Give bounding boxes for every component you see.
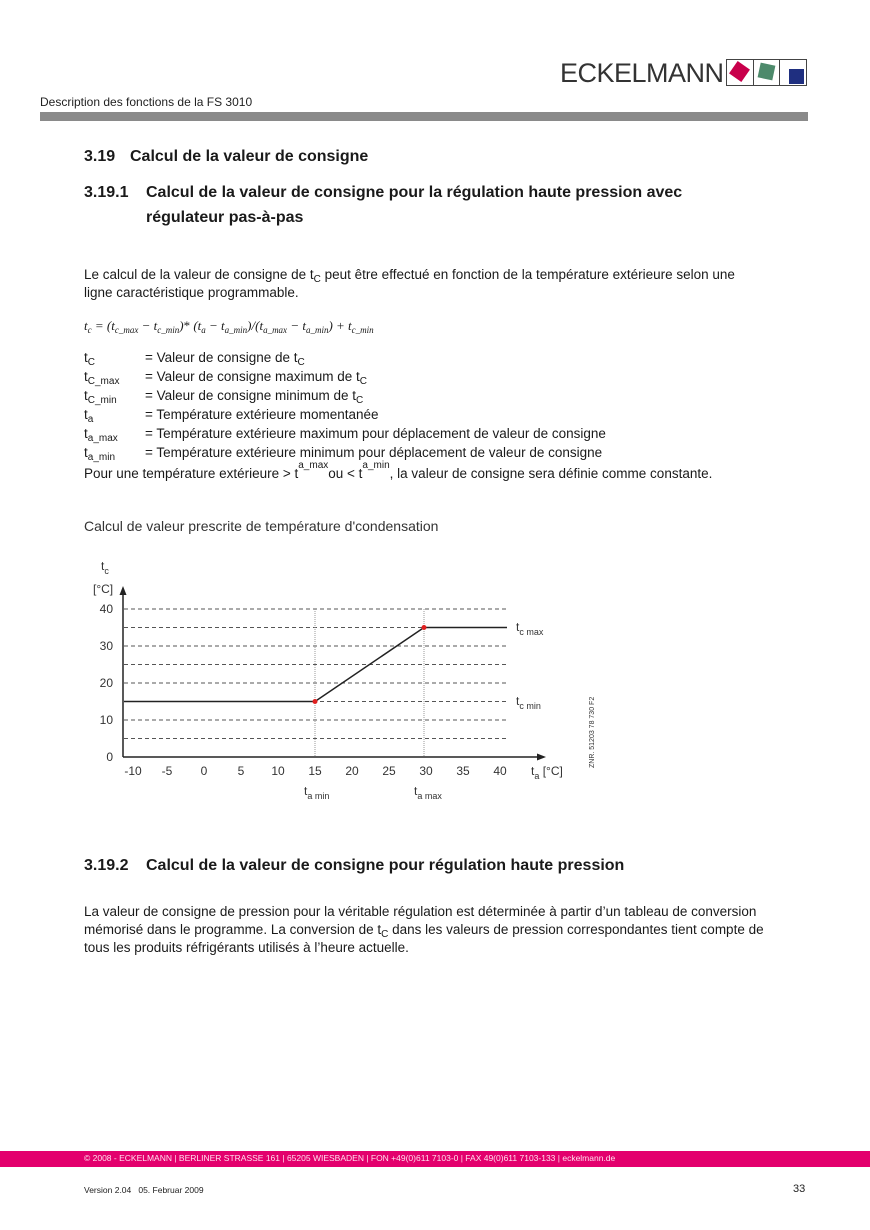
ta-max-marker — [422, 625, 427, 630]
document-subtitle: Description des fonctions de la FS 3010 — [40, 95, 253, 109]
header-divider — [40, 112, 808, 121]
y-axis-arrow-icon — [120, 586, 127, 595]
paragraph-line: mémorisé dans le programme. La conversion de $t_C$ dans les valeurs de pression correspondantes tient compte de — [84, 922, 764, 940]
x-axis-title: $t_a$ [°C] — [531, 764, 563, 781]
svg-text:25: 25 — [382, 764, 396, 778]
setpoint-chart — [0, 550, 620, 800]
svg-text:tc min: $t_{c min}$ — [516, 694, 541, 711]
svg-text:10: 10 — [99, 713, 113, 727]
svg-text:40: 40 — [99, 602, 113, 616]
definition-row: $t_a$ = Température extérieure momentanée — [84, 407, 379, 425]
svg-text:ta min: $t_{a min}$ — [304, 784, 330, 800]
svg-text:-5: -5 — [161, 764, 173, 778]
ta-min-marker — [313, 699, 318, 704]
version-info: Version 2.04 05. Februar 2009 — [84, 1185, 204, 1195]
paragraph-line: La valeur de consigne de pression pour la véritable régulation est déterminée à partir d’un tableau de conversion — [84, 904, 757, 919]
definition-list — [84, 350, 712, 485]
definition-row: $t_{a\_min}$ = Température extérieure minimum pour déplacement de valeur de consigne — [84, 445, 603, 463]
svg-text:ta max: $t_{a max}$ — [414, 784, 442, 800]
setpoint-formula: $t_c = (t_{c\_max} - t_{c\_min})*$ $(t_a - t_{a\_min})/(t_{a\_max} - t_{a\_min}) + t_{c\_min}$ — [84, 318, 374, 335]
page-number: 33 — [793, 1183, 806, 1195]
subsection-1-number: 3.19.1 — [84, 184, 129, 201]
subsection-2-heading — [84, 853, 624, 878]
svg-text:-10: -10 — [124, 764, 142, 778]
footer-bar — [0, 1151, 870, 1167]
logo-navy-square-icon — [780, 59, 807, 86]
footer-contact-text: © 2008 - ECKELMANN | BERLINER STRASSE 161 | 65205 WIESBADEN | FON +49(0)611 7103-0 | FAX 49(0)611 7103-133 | eckelmann.de — [84, 1153, 616, 1163]
subsection-1-heading — [84, 180, 682, 230]
company-logo-text: ECKELMANN — [560, 58, 724, 88]
svg-text:[°C]: [°C] — [93, 582, 114, 596]
intro-sub: C — [313, 274, 321, 285]
company-logo-mark — [726, 59, 807, 86]
definition-row: $t_{a\_max}$ = Température extérieure maximum pour déplacement de valeur de consigne — [84, 426, 606, 444]
definition-row: $t_C$ = Valeur de consigne de $t_C$ — [84, 350, 305, 368]
subsection-2-title: Calcul de la valeur de consigne pour régulation haute pression — [146, 857, 625, 874]
subsection-2-number: 3.19.2 — [84, 857, 129, 874]
definition-row: $t_{C\_min}$ = Valeur de consigne minimum de $t_C$ — [84, 388, 364, 406]
svg-text:30: 30 — [99, 639, 113, 653]
constant-note: Pour une température extérieure > t a_max ou < t a_min , la valeur de consigne sera définie comme constante. — [84, 460, 713, 481]
definition-row: $t_{C\_max}$ = Valeur de consigne maximum de $t_C$ — [84, 369, 367, 387]
svg-text:tc max: $t_{c max}$ — [516, 620, 544, 637]
svg-text:20: 20 — [99, 676, 113, 690]
svg-text:5: 5 — [237, 764, 245, 778]
drawing-number: ZNR. 51203 78 730 F2 — [589, 696, 596, 768]
svg-text:40: 40 — [493, 764, 507, 778]
section-title: Calcul de la valeur de consigne — [130, 148, 369, 165]
x-axis-arrow-icon — [537, 754, 546, 761]
figure-caption: Calcul de valeur prescrite de température d'condensation — [84, 518, 439, 534]
intro-line-2: ligne caractéristique programmable. — [84, 285, 299, 300]
svg-text:0: 0 — [200, 764, 208, 778]
svg-text:10: 10 — [271, 764, 285, 778]
svg-text:0: 0 — [106, 750, 113, 764]
svg-text:30: 30 — [419, 764, 433, 778]
logo-green-square-icon — [754, 59, 781, 86]
y-axis-title: $t_c$ — [101, 559, 109, 576]
subsection-2-paragraph — [84, 903, 764, 957]
svg-text:35: 35 — [456, 764, 470, 778]
section-number: 3.19 — [84, 148, 116, 165]
section-heading — [84, 148, 368, 166]
intro-paragraph — [84, 266, 735, 302]
intro-text: Le calcul de la valeur de consigne de t — [84, 267, 314, 282]
paragraph-line: tous les produits réfrigérants utilisés à l’heure actuelle. — [84, 940, 409, 955]
intro-text-cont: peut être effectué en fonction de la température extérieure selon une — [320, 267, 735, 282]
svg-text:15: 15 — [308, 764, 322, 778]
svg-text:20: 20 — [345, 764, 359, 778]
subsection-1-title-line1: Calcul de la valeur de consigne pour la régulation haute pression avec — [146, 184, 683, 201]
logo-crimson-diamond-icon — [726, 59, 754, 86]
subsection-1-title-line2: régulateur pas-à-pas — [146, 209, 304, 226]
